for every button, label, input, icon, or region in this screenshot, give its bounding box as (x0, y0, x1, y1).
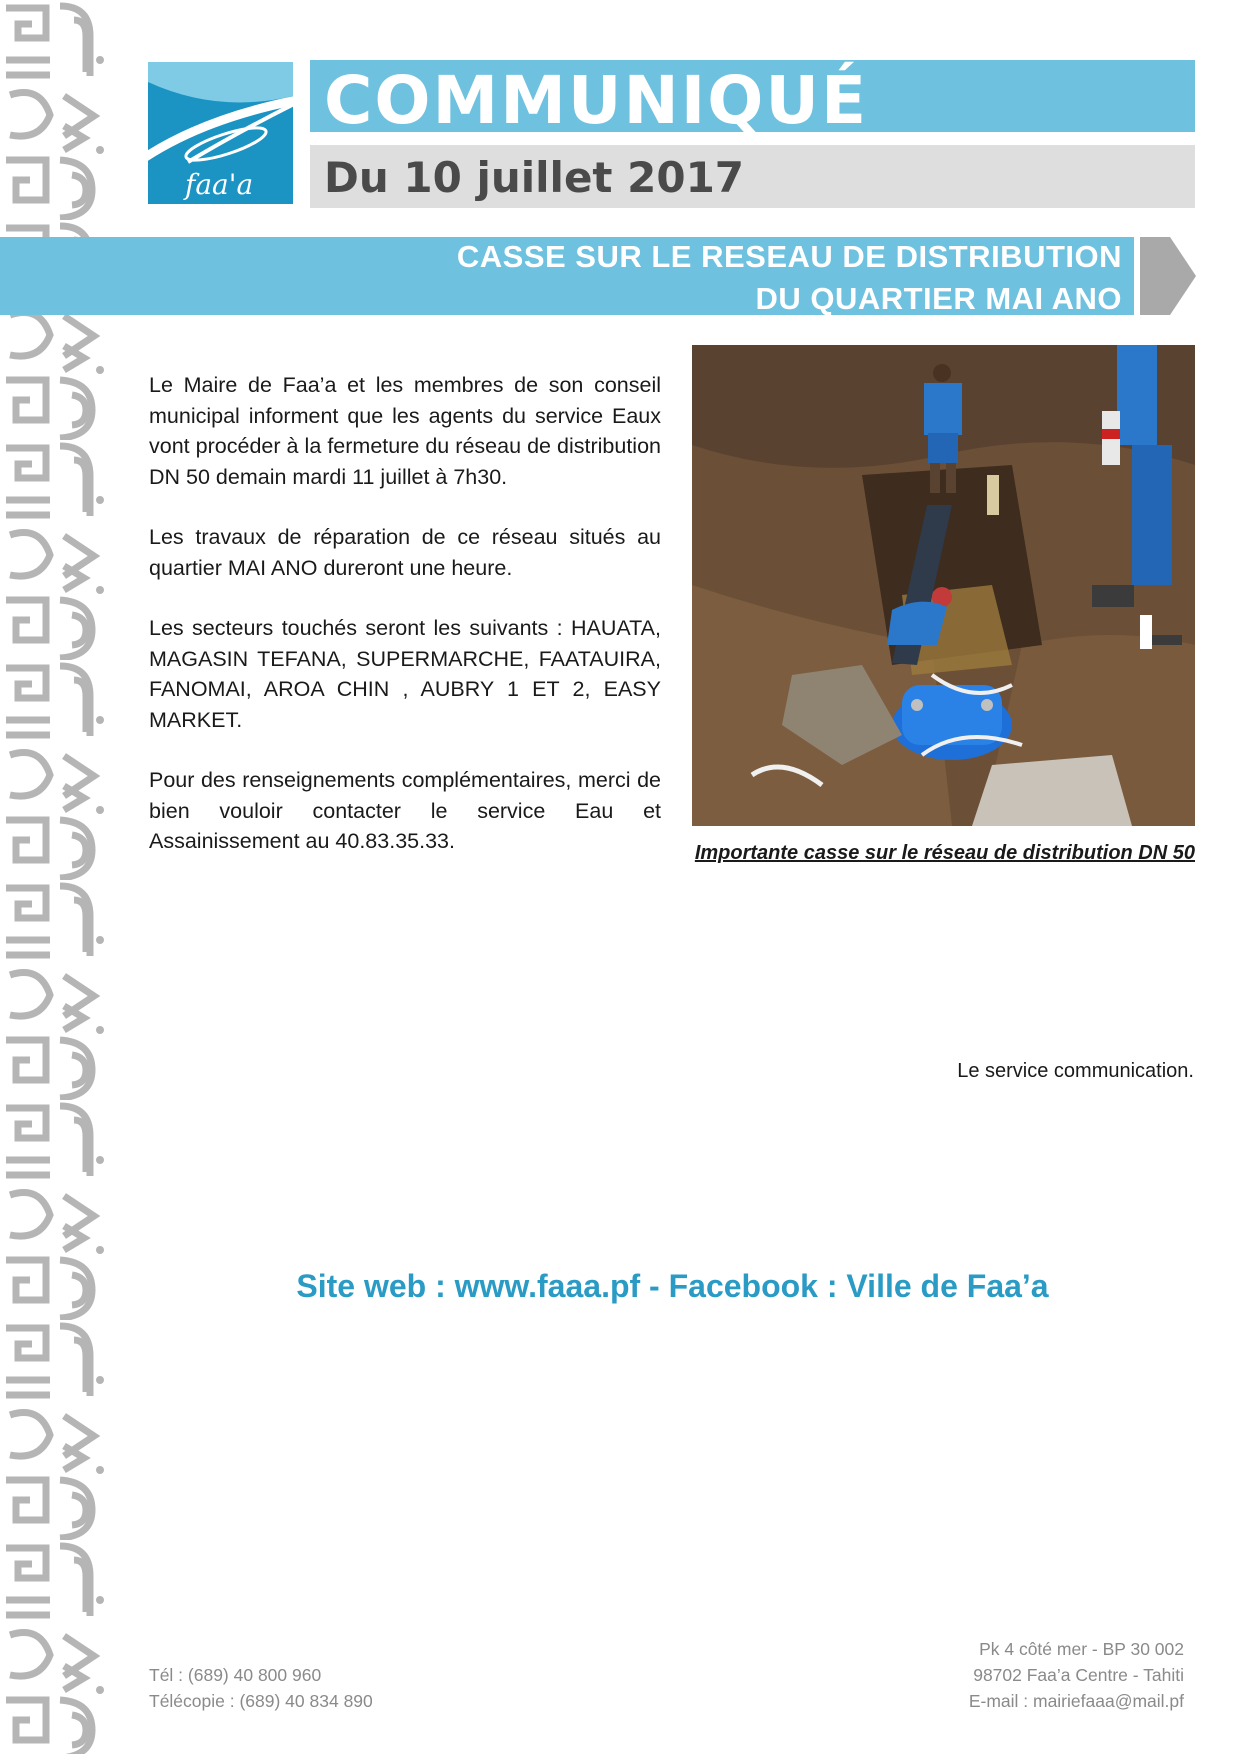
faaa-logo (148, 62, 293, 204)
logo-wordmark: faa'a (185, 168, 254, 201)
paragraph-contact: Pour des renseignements complémentaires, merci de bien vouloir contacter le service Eau et Assainissement au 40.83.35.33. (149, 768, 661, 853)
footer-address (969, 1636, 1184, 1714)
photo-caption: Importante casse sur le réseau de distribution DN 50 (694, 842, 1195, 864)
pipe-repair-photo (692, 345, 1195, 826)
page-title: COMMUNIQUÉ (324, 62, 869, 139)
body-text (149, 370, 661, 887)
headline-line-1: CASSE SUR LE RESEAU DE DISTRIBUTION (456, 239, 1122, 274)
footer-address-line-2: 98702 Faa’a Centre - Tahiti (973, 1665, 1184, 1685)
paragraph-sectors: Les secteurs touchés seront les suivants : HAUATA, MAGASIN TEFANA, SUPERMARCHE, FAATAUIRA, FANOMAI, AROA CHIN , AUBRY 1 ET 2, EASY MARKET. (149, 616, 661, 732)
website-facebook-line: Site web : www.faaa.pf - Facebook : Ville de Faa’a (296, 1268, 1049, 1304)
footer-telephone: Tél : (689) 40 800 960 (149, 1665, 322, 1685)
footer-email: E-mail : mairiefaaa@mail.pf (968, 1691, 1184, 1711)
paragraph-intro: Le Maire de Faa’a et les membres de son conseil municipal informent que les agents du service Eaux vont procéder à la fermeture du réseau de distribution DN 50 demain mardi 11 juillet à 7h30. (149, 373, 661, 489)
title-bar (310, 60, 1195, 139)
communique-date: Du 10 juillet 2017 (324, 153, 745, 202)
headline-line-2: DU QUARTIER MAI ANO (755, 281, 1122, 316)
signature: Le service communication. (957, 1060, 1194, 1082)
headline-band (0, 237, 1134, 315)
footer-address-line-1: Pk 4 côté mer - BP 30 002 (979, 1639, 1184, 1659)
footer-contact (149, 1662, 373, 1714)
date-bar (310, 145, 1195, 208)
footer-fax: Télécopie : (689) 40 834 890 (149, 1691, 373, 1711)
paragraph-duration: Les travaux de réparation de ce réseau situés au quartier MAI ANO dureront une heure. (149, 525, 661, 580)
arrow-right-icon (1140, 237, 1196, 315)
